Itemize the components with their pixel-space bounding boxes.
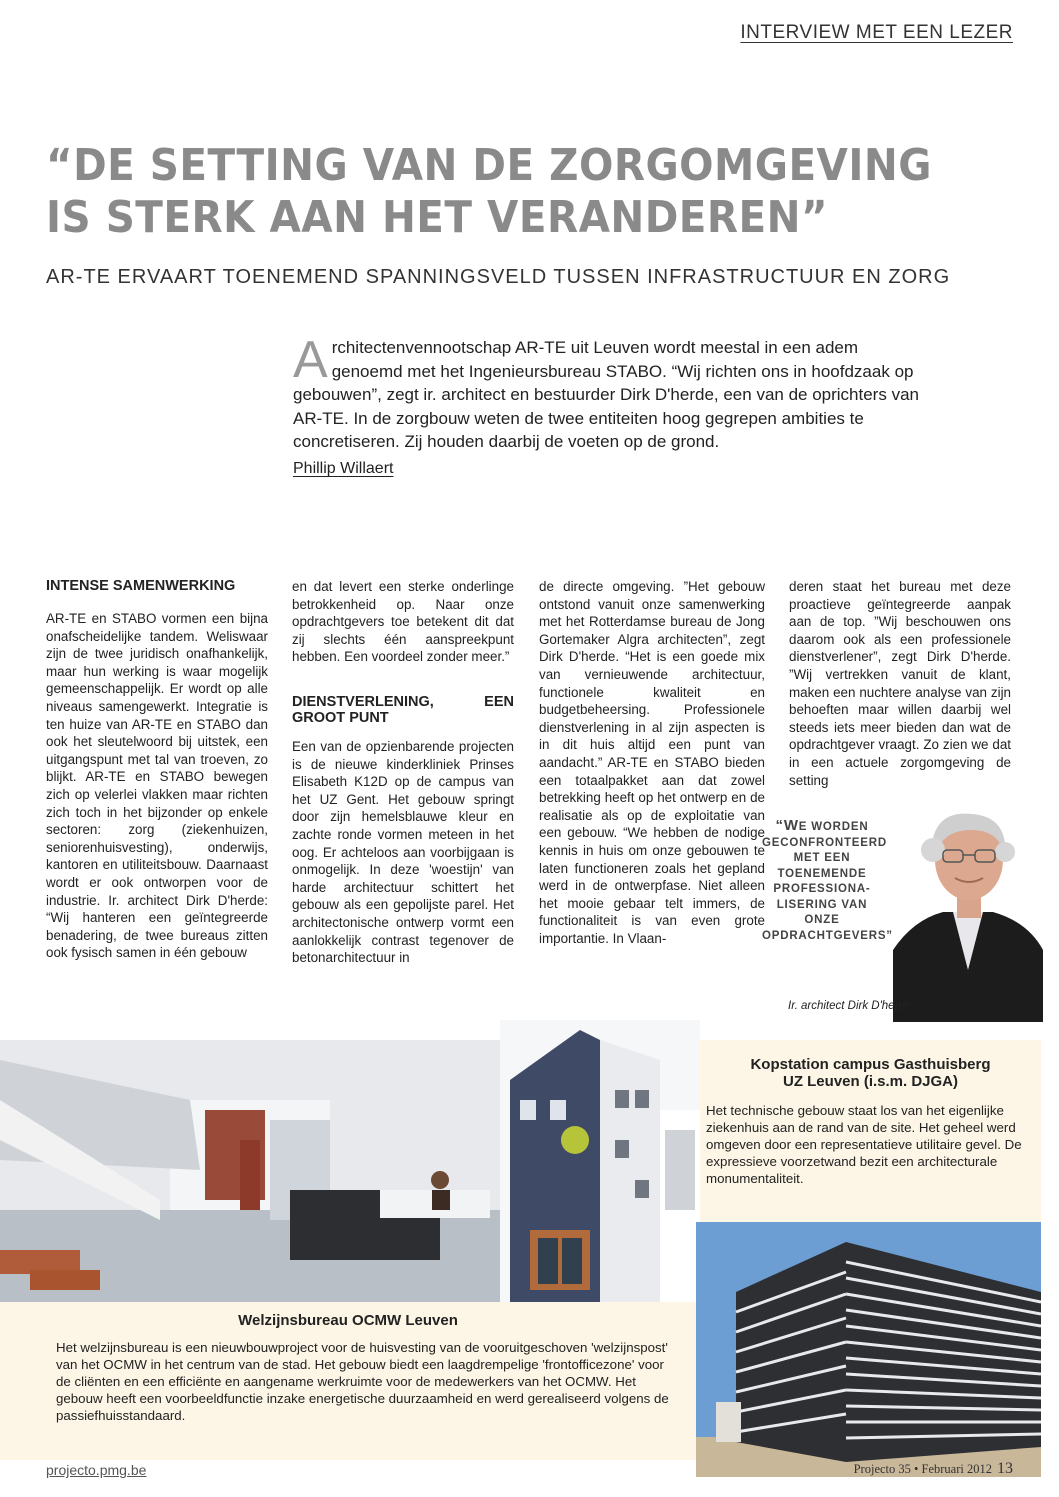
section-label: INTERVIEW MET EEN LEZER [740, 22, 1013, 43]
pull-quote-text: E WORDEN GECONFRONTEERD MET EEN TOENEMENDE PROFESSIONA- LISERING VAN ONZE OPDRACHTGEVERS” [762, 821, 893, 942]
portrait-caption: Ir. architect Dirk D'herde [788, 1000, 912, 1012]
caption-kopstation [700, 1040, 1041, 1222]
caption-welzijnsbureau [0, 1302, 696, 1460]
intro-text: rchitectenvennootschap AR-TE uit Leuven wordt meestal in een adem genoemd met het Ingenieursbureau STABO. “Wij richten ons in hoofdzaak op gebouwen”, zegt ir. architect en bestuurder Dirk D'herde, een van de oprichters van AR-TE. In de zorgbouw weten de twee entiteiten hoog gegrepen ambities te concretiseren. Zij houden daarbij de voeten op de grond. [293, 338, 919, 451]
article-column-4 [789, 578, 1011, 789]
caption-title-kopstation-line2: UZ Leuven (i.s.m. DJGA) [782, 1073, 959, 1090]
intro-dropcap: A [293, 331, 328, 389]
footer-issue: Projecto 35 • Februari 2012 [853, 1462, 992, 1476]
caption-text-welzijnsbureau: Het welzijnsbureau is een nieuwbouwproject voor de huisvesting van de vooruitgeschoven 'welzijnspost' van het OCMW in het centrum van de stad. Het gebouw biedt een laagdrempelige 'frontofficezone' voor de cliënten en een efficiënte en aangename werkruimte voor de medewerkers van het OCMW. Het gebouw heeft een voorbeeldfunctie inzake energetische duurzaamheid en werd gerealiseerd volgens de passiefhuisstandaard. [56, 1340, 669, 1423]
section-heading-samenwerking: INTENSE SAMENWERKING [46, 578, 236, 594]
pull-quote [762, 817, 893, 944]
building-exterior-photo [500, 1020, 700, 1302]
pull-quote-first-letter: “W [775, 817, 799, 834]
headline-line-1: “DE SETTING VAN DE ZORGOMGEVING [46, 140, 932, 191]
interior-photo [0, 1040, 500, 1302]
page-number: 13 [997, 1460, 1013, 1477]
column-1-text: AR-TE en STABO vormen een bijna onafscheidelijke tandem. Weliswaar zijn de twee juridisch onafhankelijk, maar hun werking is waar mogelijk gemeenschappelijk. Er wordt op alle niveaus samengewerkt. Integratie is ten huize van AR-TE en STABO dan ook het sleutelwoord bij uitstek, een uitgangspunt met tal van troeven, zo blijkt. AR-TE en STABO bewegen zich op velerlei vlakken maar richten zich toch in het bijzonder op enkele sectoren: zorg (ziekenhuizen, seniorenhuisvesting), onderwijs, kantoren en utiliteitsbouw. Daarnaast wordt er ook ontworpen voor de industrie. Ir. architect Dirk D'herde: “Wij hanteren een geïntegreerde benadering, de twee bureaus zitten ook fysisch samen in één gebouw [46, 611, 268, 961]
kopstation-photo [696, 1222, 1041, 1477]
subheadline: AR-TE ERVAART TOENEMEND SPANNINGSVELD TUSSEN INFRASTRUCTUUR EN ZORG [46, 266, 951, 288]
column-3-text: de directe omgeving. ”Het gebouw ontstond vanuit onze samenwerking met het Rotterdamse bureau de Jong Gortemaker Algra architecten”, zegt Dirk D'herde. “Het is een goede mix van vernieuwende architectuur, functionele kwaliteit en budgetbeheersing. Professionele dienstverlening in al zijn aspecten is in dit huis altijd een punt van aandacht.” AR-TE en STABO bieden een totaalpakket aan dat zowel betrekking heeft op het ontwerp en de realisatie als op de exploitatie van een gebouw. “We hebben de nodige kennis in huis om onze gebouwen te laten functioneren zoals het gepland werd in de ontwerpfase. Niet alleen het mooie gebaar telt immers, de functionaliteit is van even grote importantie. In Vlaan- [539, 579, 765, 946]
footer-website-link[interactable]: projecto.pmg.be [46, 1462, 147, 1478]
column-4-text: deren staat het bureau met deze proactieve geïntegreerde aanpak aan de top. ”Wij beschouwen ons daarom ook als een professionele dienstverlener”, zegt Dirk D'herde. ”Wij vertrekken vanuit de klant, maken een nuchtere analyse van zijn behoeften maar willen daarbij wel steeds iets meer bieden dan wat de opdrachtgever vraagt. Zo zien we dat in een actuele zorgomgeving de setting [789, 579, 1011, 788]
intro-paragraph [293, 331, 923, 454]
caption-text-kopstation: Het technische gebouw staat los van het eigenlijke ziekenhuis aan de rand van de site. Het geheel werd omgeven door een representatieve utilitaire gevel. De expressieve voorzetwand bezit een architecturale monumentaliteit. [706, 1103, 1022, 1186]
section-heading-dienstverlening: DIENSTVERLENING, EEN GROOT PUNT [292, 693, 514, 726]
column-2-text-b: Een van de opzienbarende projecten is de nieuwe kinderkliniek Prinses Elisabeth K12D op de campus van het UZ Gent. Het gebouw springt door zijn hemelsblauwe kleur en zachte ronde vormen meteen in het oog. Er achteloos aan voorbijgaan is onmogelijk. In deze 'woestijn' van harde architectuur schittert het gebouw als een gepolijste parel. Het architectonische ontwerp vormt een aanlokkelijk contrast tegenover de betonarchitectuur in [292, 738, 514, 966]
caption-title-welzijnsbureau: Welzijnsbureau OCMW Leuven [238, 1312, 458, 1329]
article-column-1 [46, 578, 268, 962]
headline [46, 140, 948, 244]
caption-title-kopstation-line1: Kopstation campus Gasthuisberg [750, 1056, 991, 1073]
portrait-photo [893, 800, 1043, 1022]
article-column-2 [292, 578, 514, 967]
author-byline[interactable]: Phillip Willaert [293, 460, 394, 477]
headline-line-2: IS STERK AAN HET VERANDEREN” [46, 192, 829, 243]
column-2-text-a: en dat levert een sterke onderlinge betrokkenheid op. Naar onze opdrachtgevers toe betekent dit dat zij slechts één aanspreekpunt hebben. Een voordeel zonder meer.” [292, 579, 514, 665]
footer-issue-info [854, 1460, 1013, 1478]
article-column-3 [539, 578, 765, 947]
